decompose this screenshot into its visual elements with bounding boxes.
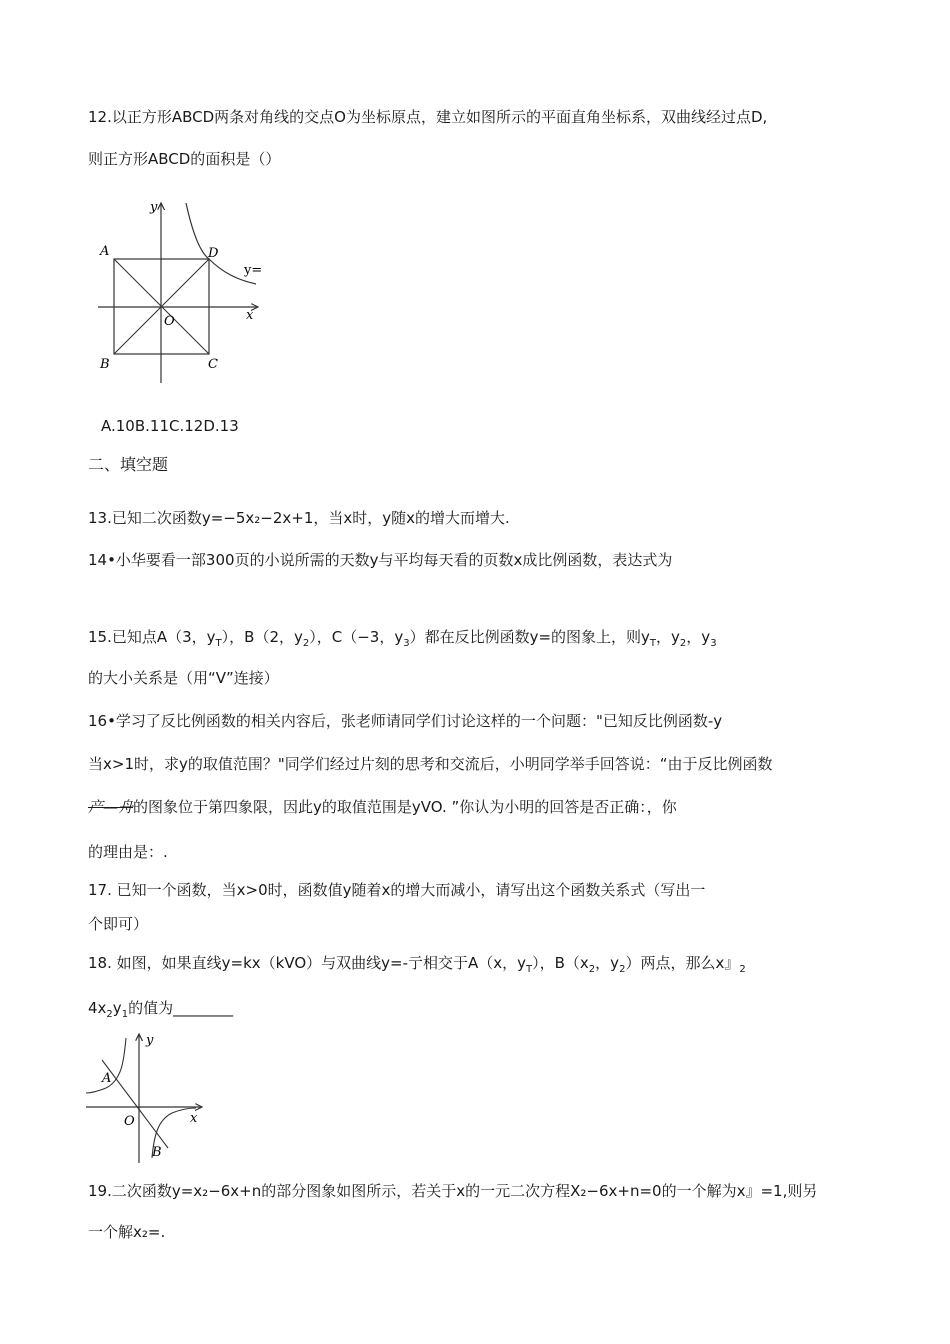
label-y: y bbox=[150, 200, 158, 215]
q19-line2: 一个解x₂=. bbox=[88, 1223, 166, 1241]
q16-formula: 产—舟 bbox=[88, 798, 134, 816]
q18-label-b: B bbox=[152, 1145, 162, 1160]
q15-line1: 15.已知点A（3，$y_T$），B（2，$y_2$），C（−3，$y_3$）都在反比例函数y=的图象上，则$y_T$，$y_2$，$y_3$ bbox=[88, 628, 717, 649]
q18-line1: 18. 如图，如果直线y=kx（kVO）与双曲线y=-亍相交于A（x，$y_T$），$B(x_2$，$y_2$）两点，那么x』$_2$ bbox=[88, 954, 746, 975]
label-b: B bbox=[100, 357, 110, 372]
label-a: A bbox=[100, 244, 110, 259]
q12-line1: 12.以正方形ABCD两条对角线的交点O为坐标原点，建立如图所示的平面直角坐标系，双曲线经过点D, bbox=[88, 108, 768, 126]
label-d: D bbox=[208, 246, 219, 261]
q18-line bbox=[102, 1060, 168, 1148]
q17-line2: 个即可） bbox=[88, 915, 149, 933]
q16-line3: 产—舟的图象位于第四象限，因此y的取值范围是yVO. ”你认为小明的回答是否正确：，你 bbox=[88, 798, 677, 816]
label-c: C bbox=[208, 357, 218, 372]
q18-label-x: x bbox=[190, 1111, 198, 1126]
q17-line1: 17. 已知一个函数，当x>0时，函数值y随着x的增大而减小，请写出这个函数关系式（写出一 bbox=[88, 881, 706, 899]
q16-line4: 的理由是：. bbox=[88, 843, 168, 861]
section2-heading: 二、填空题 bbox=[88, 455, 169, 474]
q12-options: A.10B.11C.12D.13 bbox=[101, 417, 239, 435]
label-x: x bbox=[246, 308, 254, 323]
q18-line2: $4x_2y_1$的值为________ bbox=[88, 999, 234, 1020]
q16-line1: 16•学习了反比例函数的相关内容后，张老师请同学们讨论这样的一个问题："已知反比例函数-y bbox=[88, 712, 723, 730]
q18-figure bbox=[84, 1030, 209, 1165]
q14: 14•小华要看一部300页的小说所需的天数y与平均每天看的页数x成比例函数，表达式为 bbox=[88, 551, 673, 569]
q12-figure bbox=[98, 195, 273, 385]
q15-line2: 的大小关系是（用“V”连接） bbox=[88, 669, 279, 687]
q18-label-o: O bbox=[124, 1114, 135, 1129]
q19-line1: 19.二次函数y=x₂−6x+n的部分图象如图所示，若关于x的一元二次方程X₂−6x+n=0的一个解为x』=1,则另 bbox=[88, 1182, 818, 1200]
q12-line2: 则正方形ABCD的面积是（） bbox=[88, 150, 281, 168]
q16-line2: 当x>1时，求y的取值范围？"同学们经过片刻的思考和交流后，小明同学举手回答说：“由于反比例函数 bbox=[88, 755, 773, 773]
q18-label-y: y bbox=[146, 1033, 154, 1048]
q13: 13.已知二次函数y=−5x₂−2x+1，当x时，y随x的增大而增大. bbox=[88, 509, 510, 527]
q18-label-a: A bbox=[102, 1071, 112, 1086]
label-o: O bbox=[164, 314, 175, 329]
label-curve: y= bbox=[244, 263, 263, 278]
